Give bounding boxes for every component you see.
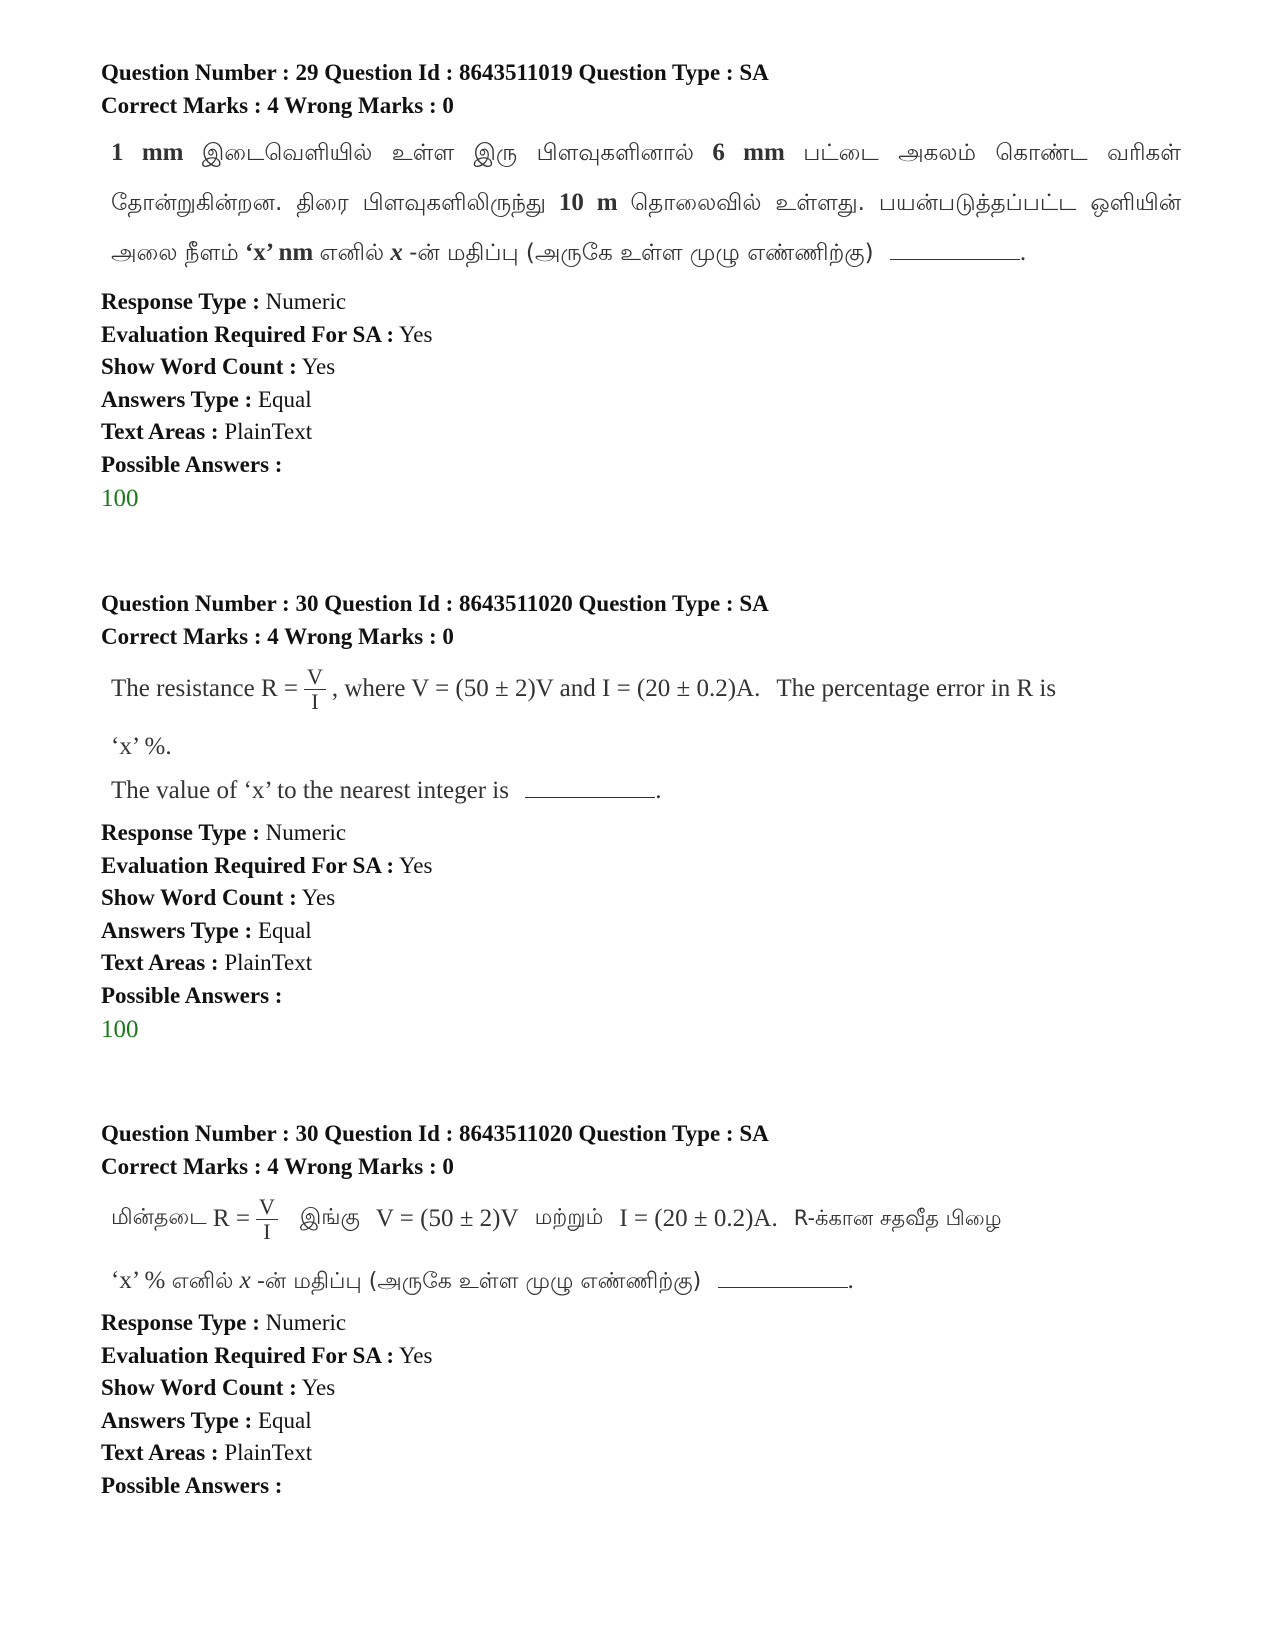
line2-text: ‘x’ %.: [111, 733, 172, 760]
number-text: 29: [295, 60, 319, 85]
question-id-text: Question Id :: [324, 1121, 454, 1146]
question-meta: [101, 1307, 1181, 1502]
g-text: ‘x’ nm: [244, 239, 314, 266]
id-text: 8643511020: [459, 591, 573, 616]
meta-row: [101, 1340, 1181, 1373]
question-29-block: [101, 56, 1181, 517]
line3-text: The value of ‘x’ to the nearest integer is: [111, 777, 509, 804]
num-text: V: [304, 665, 326, 690]
question-header: [101, 1117, 1181, 1150]
possible-answers-text: Possible Answers :: [101, 982, 283, 1008]
pre-text: மின்தடை: [111, 1205, 207, 1230]
id-text: 8643511020: [459, 1121, 573, 1146]
i-text: x: [390, 239, 403, 266]
text-span: [111, 659, 1181, 719]
dot-text: .: [655, 777, 662, 804]
answers-type-text: Equal: [257, 386, 312, 412]
x-text: x: [239, 1267, 251, 1294]
answers-type-text: Equal: [257, 1407, 312, 1433]
meta-row: [101, 416, 1181, 449]
answers-type-text: Answers Type :: [101, 917, 253, 943]
evaluation-required-text: Yes: [399, 852, 433, 878]
answers-type-text: Equal: [257, 917, 312, 943]
correct-marks-text: Correct Marks :: [101, 93, 262, 118]
question-number-text: Question Number :: [101, 60, 290, 85]
question-stem: [111, 1189, 1181, 1299]
correct-marks-text: Correct Marks :: [101, 1154, 262, 1179]
meta-row: [101, 384, 1181, 417]
evaluation-required-text: Evaluation Required For SA :: [101, 852, 395, 878]
meta-row: [101, 319, 1181, 352]
text-span: [111, 1263, 1181, 1299]
text-areas-text: PlainText: [224, 950, 313, 975]
question-stem: [111, 128, 1181, 278]
possible-answers-text: Possible Answers :: [101, 451, 283, 477]
answers-type-text: Answers Type :: [101, 1407, 253, 1433]
meta-row: [101, 1470, 1181, 1503]
den-text: I: [311, 688, 319, 714]
wrong-marks-text: 0: [442, 1154, 454, 1179]
b-text: இடைவெளியில் உள்ள இரு பிளவுகளினால்: [201, 140, 694, 166]
question-header: [101, 56, 1181, 89]
marks-line: [101, 1150, 1181, 1183]
post-text: The percentage error in R is: [776, 675, 1057, 702]
text-areas-text: Text Areas :: [101, 950, 219, 975]
evaluation-required-text: Yes: [399, 1342, 433, 1368]
r-eq-text: R =: [212, 1205, 250, 1232]
num-text: V: [256, 1195, 278, 1220]
question-meta: [101, 817, 1181, 1048]
number-text: 30: [295, 1121, 319, 1146]
number-text: 30: [295, 591, 319, 616]
wrong-marks-text: Wrong Marks :: [284, 624, 437, 649]
possible-answer-value: 100: [101, 485, 139, 512]
text-areas-text: PlainText: [224, 1440, 313, 1465]
question-number-text: Question Number :: [101, 1121, 290, 1146]
text-areas-text: Text Areas :: [101, 1440, 219, 1465]
text-span: [111, 1189, 1181, 1249]
j-text: -ன் மதிப்பு (அருகே உள்ள முழு எண்ணிற்கு): [409, 240, 874, 266]
possible-answer-value: 100: [101, 1016, 139, 1043]
d-text: பட்டை அகலம் கொண்ட வரிகள் தோன்றுகின்றன. திரை பிளவுகளிலிருந்து: [111, 140, 1182, 216]
type-text: SA: [739, 60, 769, 85]
question-type-text: Question Type :: [578, 1121, 734, 1146]
question-meta: [101, 286, 1181, 517]
response-type-text: Response Type :: [101, 289, 260, 314]
meta-row: [101, 1405, 1181, 1438]
answer-blank: [525, 796, 655, 798]
answer-blank: [890, 258, 1020, 260]
marks-line: [101, 620, 1181, 653]
correct-marks-text: 4: [267, 93, 279, 118]
response-type-text: Response Type :: [101, 1310, 260, 1335]
question-header: [101, 587, 1181, 620]
answers-type-text: Answers Type :: [101, 386, 253, 412]
wrong-marks-text: 0: [442, 93, 454, 118]
wrong-marks-text: Wrong Marks :: [284, 1154, 437, 1179]
meta-row: [101, 915, 1181, 948]
meta-row: [101, 449, 1181, 482]
r-eq-text: R =: [260, 675, 298, 702]
meta-row: [101, 817, 1181, 850]
response-type-text: Numeric: [265, 289, 347, 314]
evaluation-required-text: Yes: [399, 321, 433, 347]
evaluation-required-text: Evaluation Required For SA :: [101, 1342, 395, 1368]
marks-line: [101, 89, 1181, 122]
meta-row: [101, 286, 1181, 319]
f-text: தொலைவில் உள்ளது. பயன்படுத்தப்பட்ட ஒளியின் அலை நீளம்: [111, 190, 1182, 266]
fraction-v-over-i: [256, 1195, 278, 1244]
meta-row: [101, 1372, 1181, 1405]
i-eq-text: I = (20 ± 0.2)A.: [619, 1205, 778, 1232]
text-span: [390, 239, 403, 266]
meta-row: [101, 850, 1181, 883]
question-type-text: Question Type :: [578, 591, 734, 616]
wrong-marks-text: 0: [442, 624, 454, 649]
mid-text: , where V = (50 ± 2)V and I = (20 ± 0.2)A.: [331, 675, 761, 702]
possible-answers-text: Possible Answers :: [101, 1472, 283, 1498]
v-eq-text: V = (50 ± 2)V: [375, 1205, 519, 1232]
meta-row: [101, 351, 1181, 384]
response-type-text: Numeric: [265, 1310, 347, 1335]
meta-row: [101, 980, 1181, 1013]
question-stem: [111, 659, 1181, 809]
k-text: .: [1019, 239, 1027, 266]
den-text: I: [263, 1218, 271, 1244]
c-text: 6 mm: [712, 139, 785, 166]
wrong-marks-text: Wrong Marks :: [284, 93, 437, 118]
fraction-v-over-i: [304, 665, 326, 714]
evaluation-required-text: Evaluation Required For SA :: [101, 321, 395, 347]
correct-marks-text: 4: [267, 624, 279, 649]
question-id-text: Question Id :: [324, 60, 454, 85]
show-word-count-text: Show Word Count :: [101, 1375, 297, 1400]
text-span: [111, 773, 1181, 809]
show-word-count-text: Show Word Count :: [101, 354, 297, 379]
tail-text: -ன் மதிப்பு (அருகே உள்ள முழு எண்ணிற்கு): [256, 1269, 702, 1294]
type-text: SA: [739, 591, 769, 616]
correct-marks-text: 4: [267, 1154, 279, 1179]
show-word-count-text: Show Word Count :: [101, 885, 297, 910]
question-number-text: Question Number :: [101, 591, 290, 616]
post-text: R-க்கான சதவீத பிழை: [793, 1205, 1002, 1230]
question-30-tamil-block: [101, 1117, 1181, 1502]
show-word-count-text: Yes: [301, 1375, 336, 1400]
text-areas-text: Text Areas :: [101, 419, 219, 444]
question-id-text: Question Id :: [324, 591, 454, 616]
id-text: 8643511019: [459, 60, 573, 85]
show-word-count-text: Yes: [301, 885, 336, 910]
correct-marks-text: Correct Marks :: [101, 624, 262, 649]
meta-row: [101, 947, 1181, 980]
meta-row: [101, 1307, 1181, 1340]
a-text: 1 mm: [111, 139, 184, 166]
e-text: 10 m: [558, 189, 618, 216]
dot-text: .: [847, 1267, 854, 1294]
type-text: SA: [739, 1121, 769, 1146]
h-text: எனில்: [319, 240, 385, 266]
answer-blank: [718, 1286, 848, 1288]
response-type-text: Response Type :: [101, 820, 260, 845]
question-30-block: [101, 587, 1181, 1048]
meta-row: [101, 1437, 1181, 1470]
show-word-count-text: Yes: [301, 354, 336, 379]
response-type-text: Numeric: [265, 820, 347, 845]
and-text: மற்றும்: [534, 1205, 604, 1230]
x-pct-text: ‘x’ %: [111, 1267, 166, 1294]
here-text: இங்கு: [299, 1205, 360, 1230]
enil-text: எனில்: [171, 1269, 234, 1294]
pre-text: The resistance: [111, 675, 255, 702]
text-areas-text: PlainText: [224, 419, 313, 444]
question-type-text: Question Type :: [578, 60, 734, 85]
meta-row: [101, 882, 1181, 915]
